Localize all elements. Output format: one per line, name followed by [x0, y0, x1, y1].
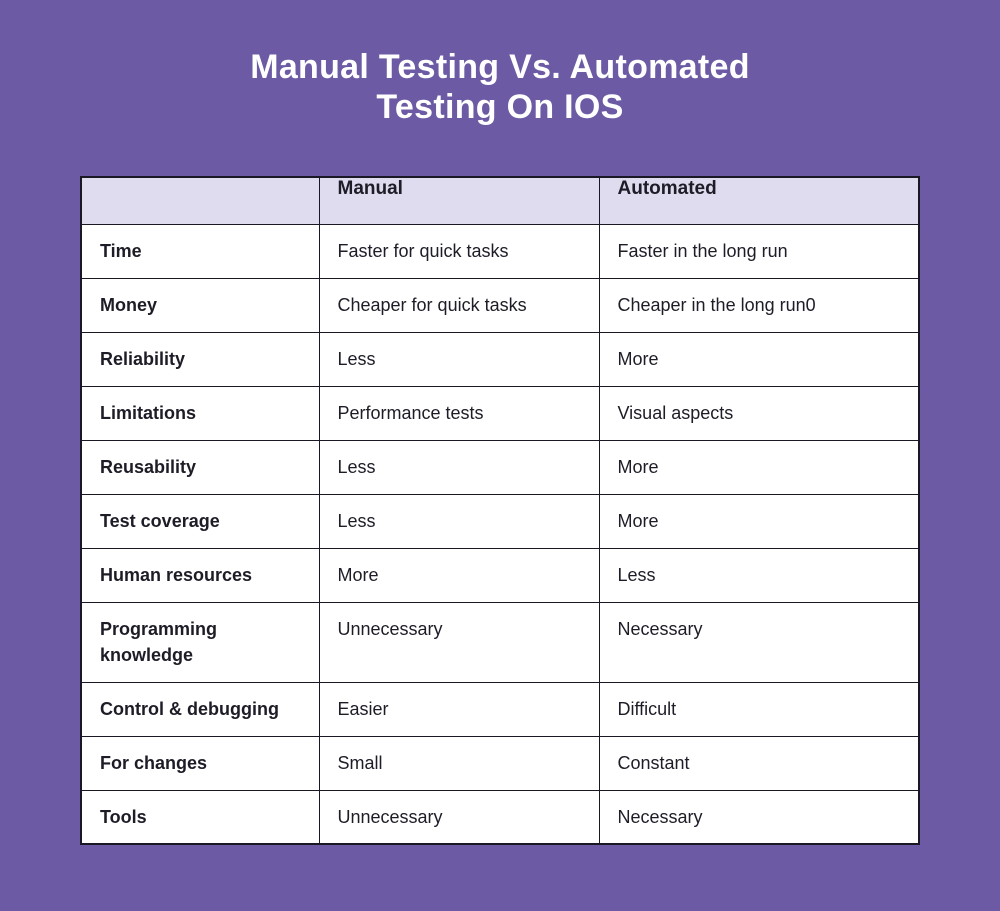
manual-value-cell: Faster for quick tasks — [319, 224, 599, 278]
row-label-cell: Programming knowledge — [81, 602, 319, 682]
automated-value-cell: Necessary — [599, 790, 919, 844]
row-label-cell: Reliability — [81, 332, 319, 386]
manual-value-cell: Less — [319, 440, 599, 494]
page-title-line-2: Testing On IOS — [376, 88, 624, 126]
automated-value-cell: Necessary — [599, 602, 919, 682]
table-row — [81, 494, 919, 548]
row-label-cell: Human resources — [81, 548, 319, 602]
manual-value-cell: Unnecessary — [319, 602, 599, 682]
manual-value-cell: More — [319, 548, 599, 602]
table-row — [81, 224, 919, 278]
manual-value-cell: Unnecessary — [319, 790, 599, 844]
page-title-line-1: Manual Testing Vs. Automated — [250, 48, 750, 86]
table-row — [81, 790, 919, 844]
table-body — [81, 224, 919, 844]
automated-value-cell: Cheaper in the long run0 — [599, 278, 919, 332]
manual-value-cell: Small — [319, 736, 599, 790]
row-label-cell: Reusability — [81, 440, 319, 494]
table-header-row — [81, 177, 919, 224]
table-row — [81, 736, 919, 790]
table-row — [81, 278, 919, 332]
comparison-table — [80, 176, 920, 845]
row-label-cell: For changes — [81, 736, 319, 790]
table-row — [81, 602, 919, 682]
manual-value-cell: Less — [319, 494, 599, 548]
row-label-cell: Test coverage — [81, 494, 319, 548]
table-row — [81, 682, 919, 736]
row-label-cell: Limitations — [81, 386, 319, 440]
table-row — [81, 386, 919, 440]
automated-value-cell: More — [599, 494, 919, 548]
page-title — [0, 47, 1000, 127]
manual-value-cell: Less — [319, 332, 599, 386]
header-cell-manual: Manual — [319, 177, 599, 224]
table-row — [81, 440, 919, 494]
automated-value-cell: Visual aspects — [599, 386, 919, 440]
row-label-cell: Control & debugging — [81, 682, 319, 736]
automated-value-cell: Difficult — [599, 682, 919, 736]
automated-value-cell: Constant — [599, 736, 919, 790]
table-row — [81, 332, 919, 386]
header-cell-criteria — [81, 177, 319, 224]
manual-value-cell: Easier — [319, 682, 599, 736]
automated-value-cell: More — [599, 332, 919, 386]
table-row — [81, 548, 919, 602]
automated-value-cell: More — [599, 440, 919, 494]
header-cell-automated: Automated — [599, 177, 919, 224]
table-header — [81, 177, 919, 224]
manual-value-cell: Performance tests — [319, 386, 599, 440]
row-label-cell: Time — [81, 224, 319, 278]
automated-value-cell: Less — [599, 548, 919, 602]
automated-value-cell: Faster in the long run — [599, 224, 919, 278]
row-label-cell: Tools — [81, 790, 319, 844]
manual-value-cell: Cheaper for quick tasks — [319, 278, 599, 332]
row-label-cell: Money — [81, 278, 319, 332]
